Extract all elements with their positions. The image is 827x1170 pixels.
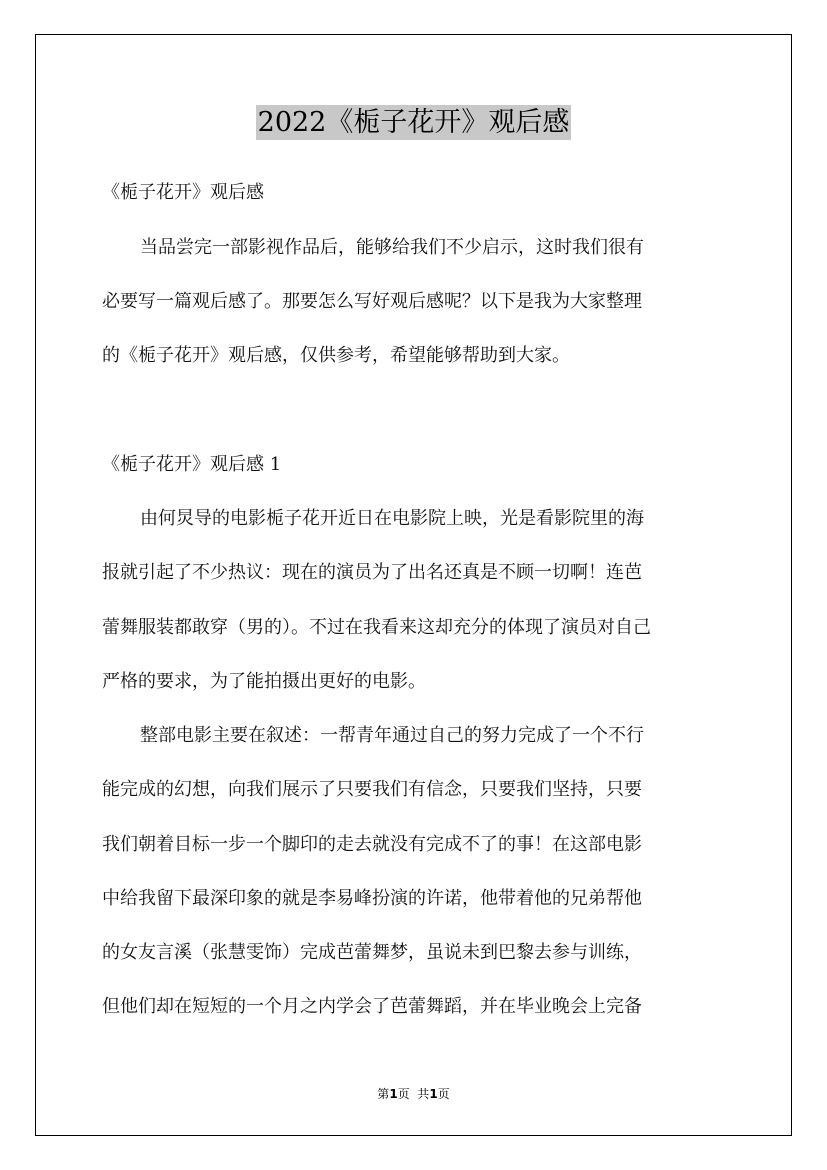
document-title: 2022《栀子花开》观后感 <box>257 107 570 138</box>
body-line: 整部电影主要在叙述：一帮青年通过自己的努力完成了一个不行 <box>140 725 644 746</box>
body-line: 必要写一篇观后感了。那要怎么写好观后感呢？以下是我为大家整理 <box>102 291 642 312</box>
body-line: 但他们却在短短的一个月之内学会了芭蕾舞蹈，并在毕业晚会上完备 <box>102 996 642 1017</box>
body-line: 严格的要求，为了能拍摄出更好的电影。 <box>102 671 426 692</box>
footer-page-number: 1 <box>389 1087 398 1101</box>
footer-total-pages: 1 <box>429 1087 438 1101</box>
body-line: 的《栀子花开》观后感，仅供参考，希望能够帮助到大家。 <box>102 345 570 366</box>
body-line: 能完成的幻想，向我们展示了只要我们有信念，只要我们坚持，只要 <box>102 779 642 800</box>
section-heading: 《栀子花开》观后感 <box>102 182 264 203</box>
body-line: 由何炅导的电影栀子花开近日在电影院上映，光是看影院里的海 <box>140 508 644 529</box>
footer-page-suffix: 页 <box>437 1087 450 1101</box>
body-line: 蕾舞服装都敢穿（男的）。不过在我看来这却充分的体现了演员对自己 <box>102 617 651 638</box>
page-footer <box>0 1085 827 1102</box>
document-title-wrap <box>0 103 827 143</box>
footer-page-mid: 页 共 <box>397 1087 430 1101</box>
footer-page-prefix: 第 <box>377 1087 390 1101</box>
body-line: 的女友言溪（张慧雯饰）完成芭蕾舞梦，虽说未到巴黎去参与训练， <box>102 942 642 963</box>
body-line: 当品尝完一部影视作品后，能够给我们不少启示，这时我们很有 <box>140 237 644 258</box>
body-line: 报就引起了不少热议：现在的演员为了出名还真是不顾一切啊！连芭 <box>102 562 642 583</box>
section-heading: 《栀子花开》观后感 1 <box>102 454 282 475</box>
body-line: 中给我留下最深印象的就是李易峰扮演的许诺，他带着他的兄弟帮他 <box>102 888 642 909</box>
body-line: 我们朝着目标一步一个脚印的走去就没有完成不了的事！在这部电影 <box>102 834 642 855</box>
